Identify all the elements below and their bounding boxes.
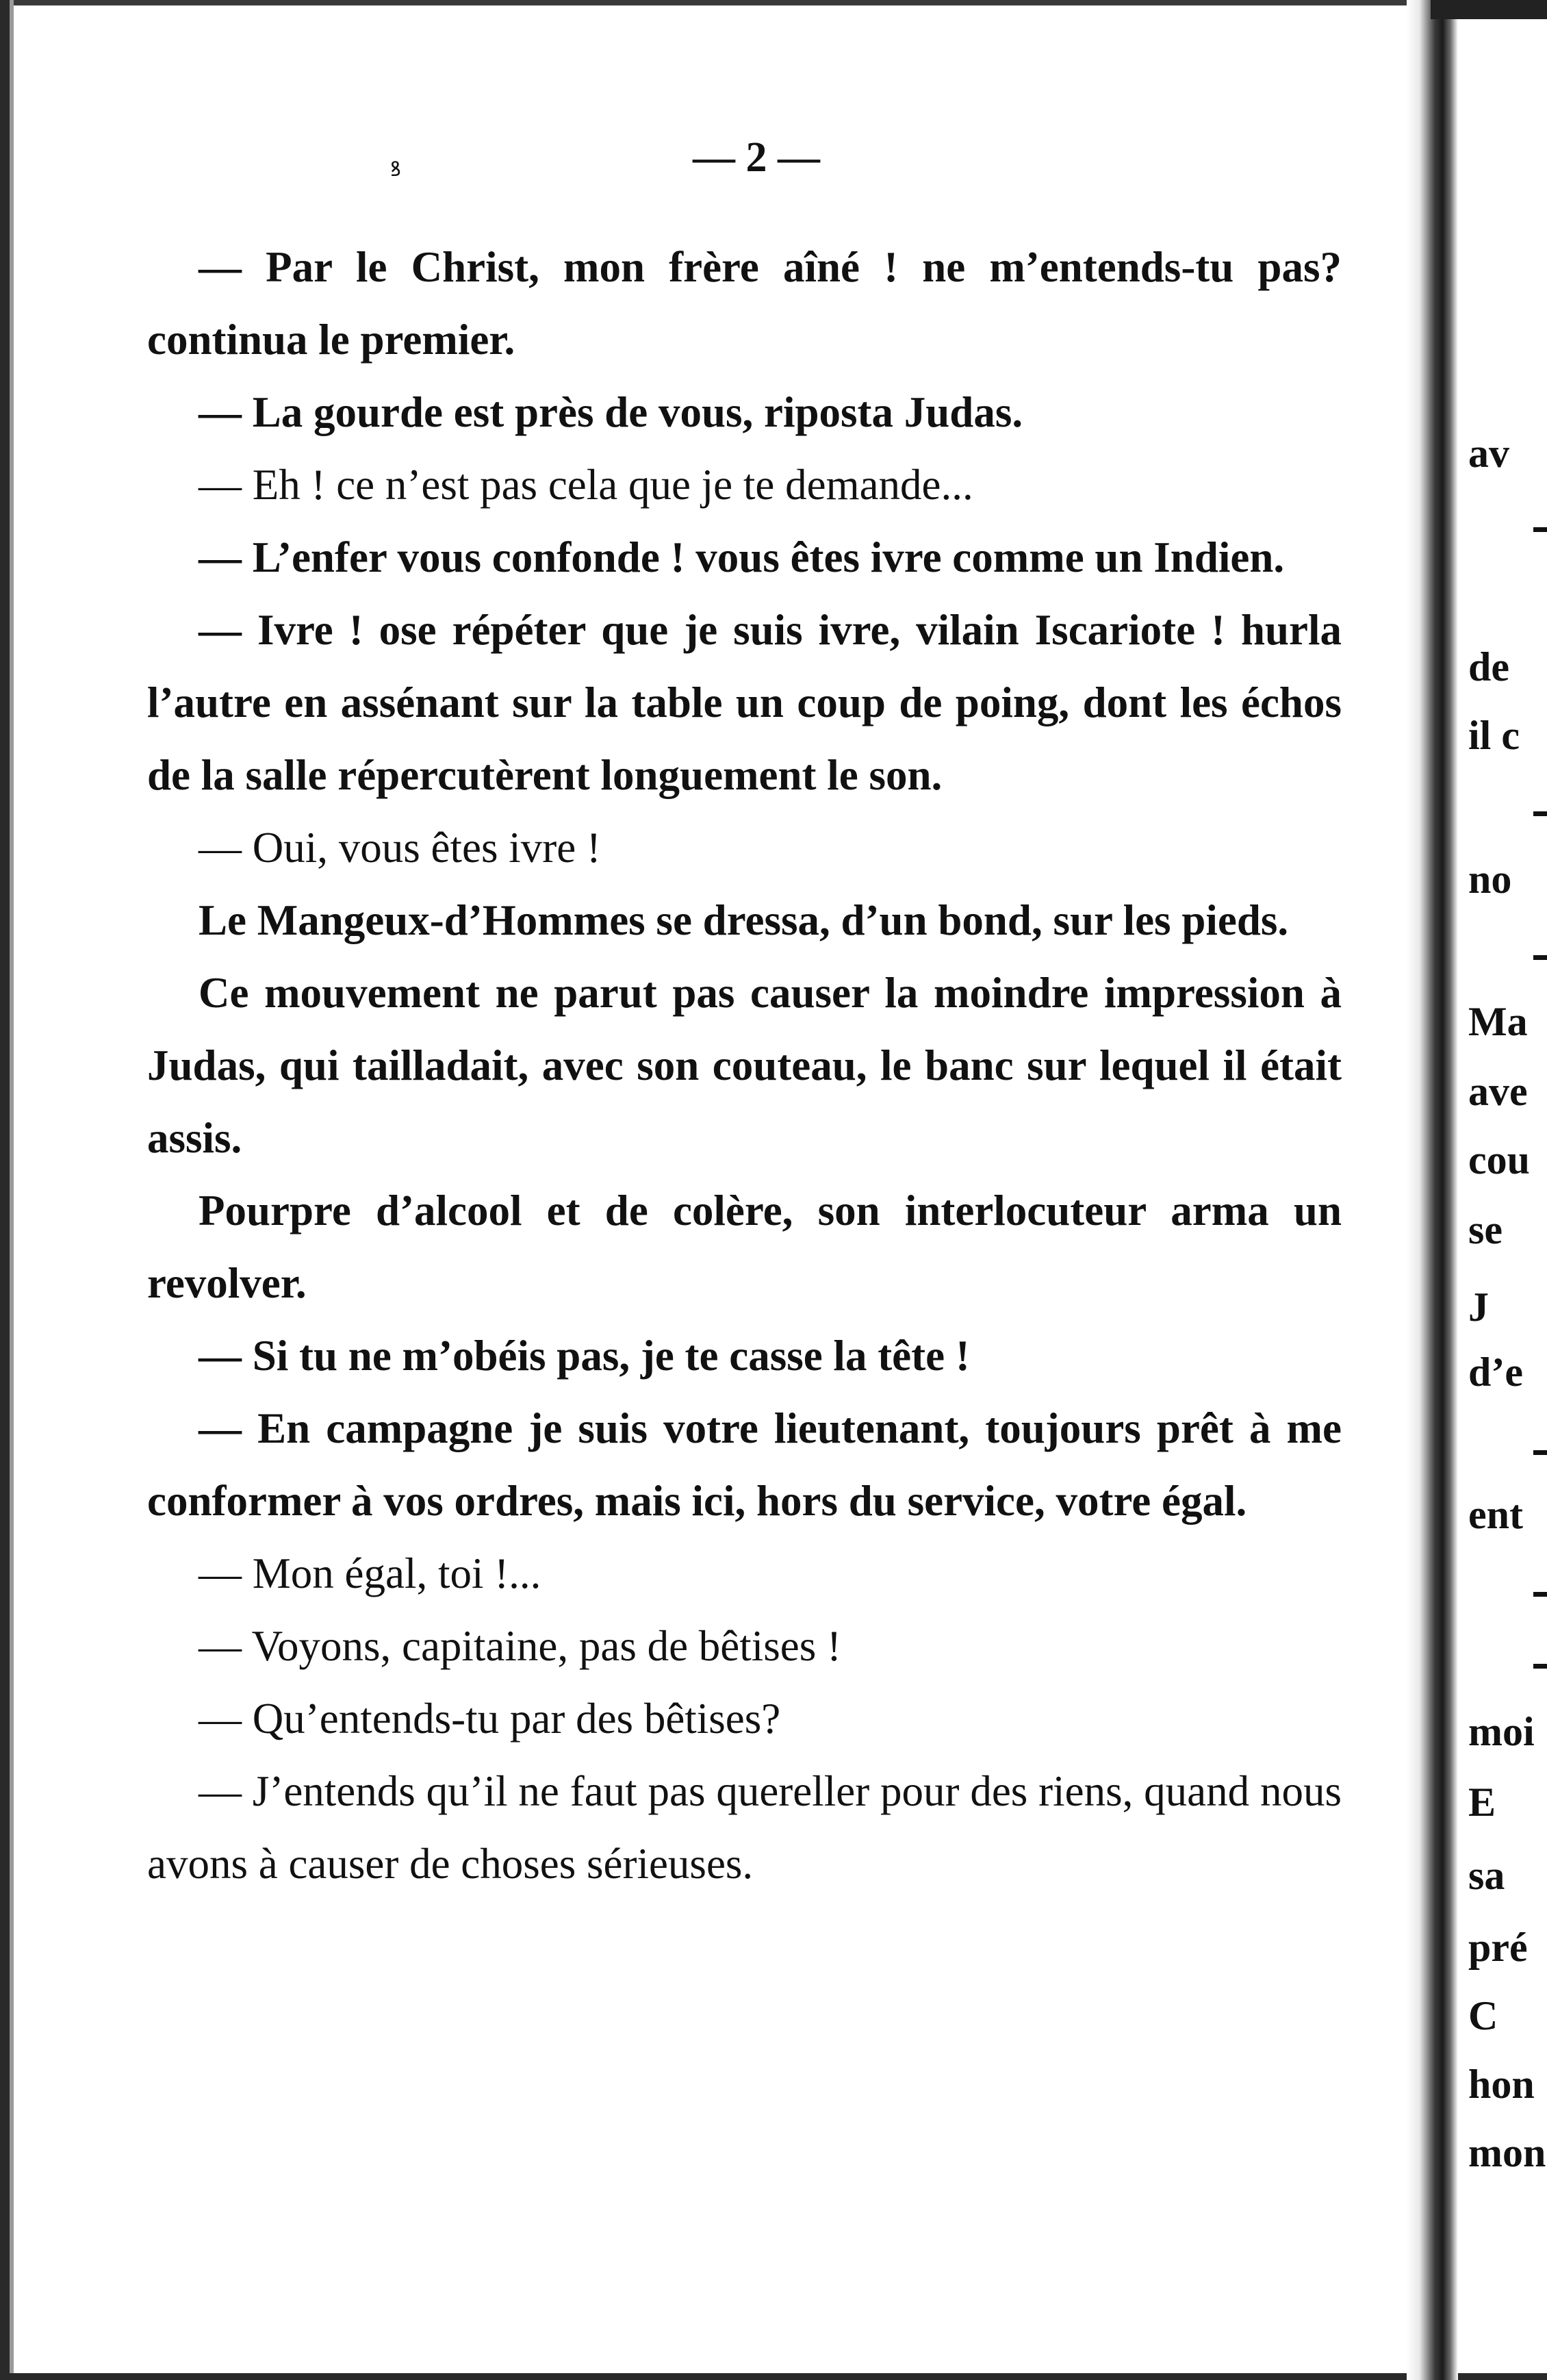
paragraph: Pourpre d’alcool et de colère, son interlocuteur arma un revolver. bbox=[147, 1187, 1342, 1307]
scan-border-bottom bbox=[0, 2373, 1547, 2380]
bleed-fragment: ent bbox=[1468, 1492, 1523, 1537]
adjacent-page-bleed bbox=[1468, 0, 1547, 2380]
scan-border-top bbox=[0, 0, 1547, 5]
paragraph: — La gourde est près de vous, riposta Judas. bbox=[199, 388, 1023, 436]
bleed-fragment: ave bbox=[1468, 1069, 1528, 1114]
bleed-fragment: mon bbox=[1468, 2130, 1546, 2175]
paragraph: — Qu’entends-tu par des bêtises? bbox=[199, 1695, 781, 1743]
bleed-fragment: Ma bbox=[1468, 999, 1528, 1044]
paragraph: — Si tu ne m’obéis pas, je te casse la tête ! bbox=[199, 1332, 970, 1380]
bleed-fragment: J bbox=[1468, 1284, 1489, 1330]
paragraph: — Voyons, capitaine, pas de bêtises ! bbox=[199, 1622, 842, 1670]
paragraph: Ce mouvement ne parut pas causer la moindre impression à Judas, qui tailladait, avec son couteau, le banc sur lequel il était assis. bbox=[147, 969, 1342, 1162]
bleed-fragment: cou bbox=[1468, 1137, 1530, 1182]
paragraph: — Ivre ! ose répéter que je suis ivre, vilain Iscariote ! hurla l’autre en assénant sur la table un coup de poing, dont les échos de la salle répercutèrent longuement le son. bbox=[147, 606, 1342, 799]
bleed-fragment: no bbox=[1468, 857, 1512, 902]
bleed-fragment: se bbox=[1468, 1207, 1503, 1252]
corner-mark: ꝸ bbox=[390, 158, 401, 181]
bleed-fragment: il c bbox=[1468, 713, 1520, 758]
paragraph: — J’entends qu’il ne faut pas quereller pour des riens, quand nous avons à causer de choses sérieuses. bbox=[147, 1767, 1342, 1888]
bleed-dash bbox=[1533, 1664, 1547, 1669]
bleed-fragment: de bbox=[1468, 644, 1509, 689]
scan-border-left bbox=[0, 0, 10, 2380]
paragraph: — Par le Christ, mon frère aîné ! ne m’entends-tu pas? continua le premier. bbox=[147, 243, 1342, 364]
bleed-dash bbox=[1533, 955, 1547, 960]
book-gutter-shadow bbox=[1407, 0, 1458, 2380]
bleed-fragment: E bbox=[1468, 1780, 1496, 1825]
page-number bbox=[390, 130, 859, 185]
bleed-dash bbox=[1533, 811, 1547, 816]
bleed-fragment: sa bbox=[1468, 1853, 1505, 1898]
bleed-fragment: av bbox=[1468, 431, 1509, 476]
bleed-dash bbox=[1533, 1450, 1547, 1455]
paragraph: — L’enfer vous confonde ! vous êtes ivre comme un Indien. bbox=[199, 533, 1285, 581]
bleed-fragment: C bbox=[1468, 1993, 1498, 2038]
body-text bbox=[147, 231, 1342, 1900]
page-number-text: — 2 — bbox=[693, 134, 820, 181]
scan-border-left-shadow bbox=[10, 0, 14, 2380]
bleed-fragment: pré bbox=[1468, 1925, 1528, 1970]
paragraph: — En campagne je suis votre lieutenant, toujours prêt à me conformer à vos ordres, mais ici, hors du service, votre égal. bbox=[147, 1404, 1342, 1525]
bleed-dash bbox=[1533, 1592, 1547, 1597]
paragraph: — Oui, vous êtes ivre ! bbox=[199, 824, 601, 872]
bleed-fragment: d’e bbox=[1468, 1350, 1523, 1395]
bleed-dash bbox=[1533, 527, 1547, 532]
paragraph: Le Mangeux-d’Hommes se dressa, d’un bond, sur les pieds. bbox=[199, 896, 1289, 944]
paragraph: — Mon égal, toi !... bbox=[199, 1549, 541, 1597]
bleed-fragment: moi bbox=[1468, 1709, 1535, 1754]
paragraph: — Eh ! ce n’est pas cela que je te demande... bbox=[199, 461, 973, 509]
bleed-fragment: hon bbox=[1468, 2062, 1535, 2107]
